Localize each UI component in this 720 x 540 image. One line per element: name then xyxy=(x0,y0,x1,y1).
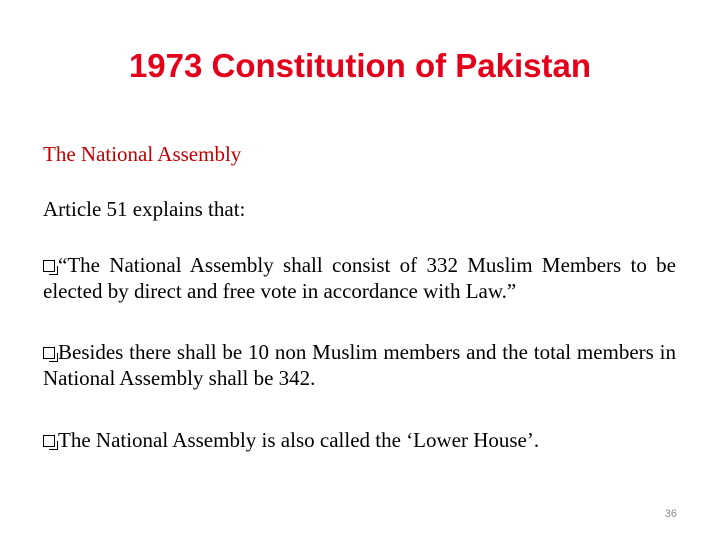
bullet-item xyxy=(43,339,676,391)
bullet-text: The National Assembly is also called the ‘Lower House’. xyxy=(58,428,540,452)
section-subheading: The National Assembly xyxy=(43,142,242,166)
bullet-text: Besides there shall be 10 non Muslim members and the total members in National Assembly shall be 342. xyxy=(43,340,676,390)
slide-body xyxy=(43,141,676,453)
page-number: 36 xyxy=(664,508,677,520)
bullet-item xyxy=(43,252,676,304)
hollow-square-bullet-icon xyxy=(43,260,55,272)
bullet-text: “The National Assembly shall consist of 332 Muslim Members to be elected by direct and free vote in accordance with Law.” xyxy=(43,253,676,303)
bullet-item xyxy=(43,427,676,453)
slide-title: 1973 Constitution of Pakistan xyxy=(128,47,592,84)
hollow-square-bullet-icon xyxy=(43,435,55,447)
intro-text: Article 51 explains that: xyxy=(43,197,246,221)
hollow-square-bullet-icon xyxy=(43,347,55,359)
